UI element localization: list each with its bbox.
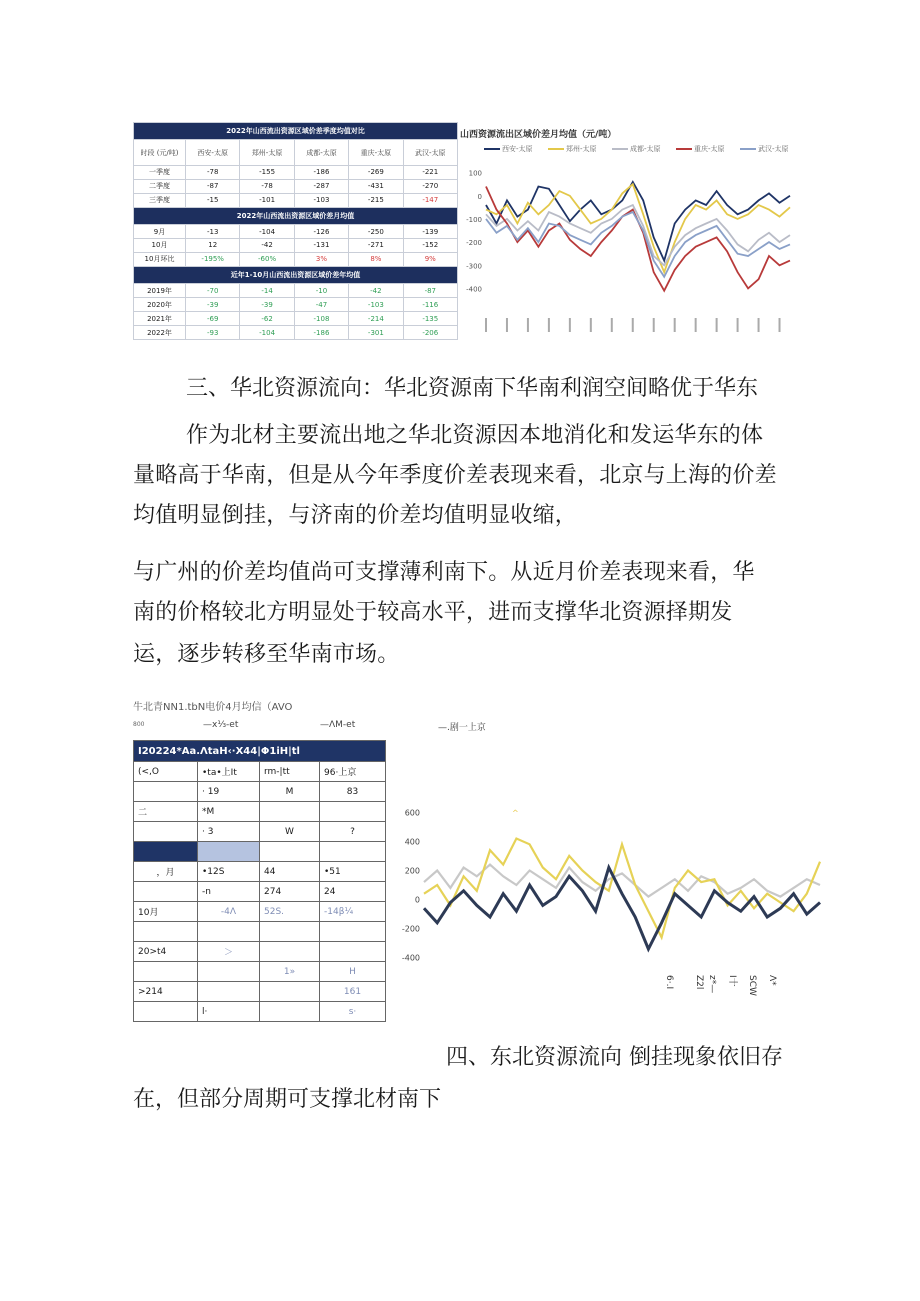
cell: -10: [294, 284, 348, 298]
table-row: [134, 982, 386, 1002]
cell: -287: [294, 179, 348, 193]
cell: [260, 802, 320, 822]
cell: ＞: [198, 942, 260, 962]
fig2-x-tick-label: z*—: [707, 975, 717, 994]
fig1-legend-item: 武汉-太原: [740, 144, 789, 154]
fig2-legend-item: —ΛM-et: [320, 720, 356, 730]
cell: -93: [186, 326, 240, 340]
fig2-spread-table: [133, 740, 386, 1022]
cell: [320, 942, 386, 962]
cell: [320, 802, 386, 822]
fig1-legend-item: 西安-太原: [484, 144, 533, 154]
cell: 3%: [294, 252, 348, 266]
row-label: 2020年: [134, 298, 186, 312]
cell: [198, 982, 260, 1002]
cell: -42: [349, 284, 403, 298]
cell: -69: [186, 312, 240, 326]
cell: -214: [349, 312, 403, 326]
cell: 20>t4: [134, 942, 198, 962]
cell: 二: [134, 802, 198, 822]
cell: -101: [240, 193, 294, 207]
cell: -186: [294, 165, 348, 179]
fig2-y-tick-label: -200: [401, 924, 420, 934]
fig1-y-tick-label: 100: [468, 169, 482, 178]
cell: 12: [186, 239, 240, 253]
cell: [134, 962, 198, 982]
cell: 161: [320, 982, 386, 1002]
cell: -186: [294, 326, 348, 340]
fig1-table-title-monthly: 2022年山西流出资源区域价差月均值: [134, 207, 458, 224]
cell: -39: [240, 298, 294, 312]
paragraph-line: 作为北材主要流出地之华北资源因本地消化和发运华东的体: [186, 423, 764, 448]
cell: -104: [240, 326, 294, 340]
cell: [260, 1002, 320, 1022]
table-row: [134, 822, 386, 842]
table-row: [134, 239, 458, 253]
cell: · 19: [198, 782, 260, 802]
table-row: [134, 225, 458, 239]
fig1-legend-item: 郑州-太原: [548, 144, 597, 154]
cell: -269: [349, 165, 403, 179]
table-row: [134, 179, 458, 193]
cell: -301: [349, 326, 403, 340]
cell: ?: [320, 822, 386, 842]
fig2-y-tick-label: -400: [401, 953, 420, 963]
cell: H: [320, 962, 386, 982]
cell: -221: [403, 165, 457, 179]
fig1-y-tick-label: 0: [477, 192, 482, 201]
fig1-table-header-period: 时段 (元/吨): [134, 140, 186, 166]
row-label: 一季度: [134, 165, 186, 179]
fig1-line-chart: [458, 155, 798, 345]
table-row: [134, 298, 458, 312]
fig2-x-tick-label: 6·.I: [664, 975, 674, 990]
cell: l·: [198, 1002, 260, 1022]
fig1-series-line: [486, 212, 790, 277]
paragraph-line: 均值明显倒挂，与济南的价差均值明显收缩，: [133, 503, 578, 528]
fig1-y-tick-label: -100: [466, 215, 482, 224]
cell: -104: [240, 225, 294, 239]
cell: 1»: [260, 962, 320, 982]
cell: [198, 962, 260, 982]
fig1-table-header-col: 重庆-太原: [349, 140, 403, 166]
cell: -47: [294, 298, 348, 312]
cell: -62: [240, 312, 294, 326]
fig2-peak-label: ^: [512, 808, 519, 818]
table-row: [134, 312, 458, 326]
cell: [260, 922, 320, 942]
section4-heading-line2: 在，但部分周期可支撑北材南下: [133, 1087, 442, 1112]
cell: -131: [294, 239, 348, 253]
cell: 24: [320, 882, 386, 902]
table-row: [134, 193, 458, 207]
fig2-axis-label: 800: [133, 721, 145, 728]
cell: rm-|tt: [260, 762, 320, 782]
cell: (<,O: [134, 762, 198, 782]
cell: W: [260, 822, 320, 842]
row-label: 9月: [134, 225, 186, 239]
fig2-series-line: [424, 868, 820, 950]
fig2-x-tick-label: I十: [727, 975, 737, 987]
fig2-x-tick-label: SCW: [747, 975, 757, 996]
table-row: [134, 942, 386, 962]
cell: -139: [403, 225, 457, 239]
cell: · 3: [198, 822, 260, 842]
cell: 83: [320, 782, 386, 802]
fig1-y-tick-label: -200: [466, 239, 482, 248]
cell: -271: [349, 239, 403, 253]
cell: [198, 922, 260, 942]
cell: [134, 822, 198, 842]
table-row: [134, 882, 386, 902]
table-row: [134, 284, 458, 298]
cell: -152: [403, 239, 457, 253]
paragraph-line: 南的价格较北方明显处于较高水平，进而支撑华北资源择期发: [133, 600, 733, 625]
fig1-table-header-col: 郑州-太原: [240, 140, 294, 166]
cell: -60%: [240, 252, 294, 266]
cell: M: [260, 782, 320, 802]
row-label: 10月: [134, 239, 186, 253]
cell: -78: [240, 179, 294, 193]
cell: -135: [403, 312, 457, 326]
cell: -78: [186, 165, 240, 179]
row-label: 10月环比: [134, 252, 186, 266]
table-row: [134, 165, 458, 179]
table-row: [134, 922, 386, 942]
cell: [134, 782, 198, 802]
cell: -39: [186, 298, 240, 312]
cell: 274: [260, 882, 320, 902]
cell: -42: [240, 239, 294, 253]
cell: -14β¼: [320, 902, 386, 922]
cell: -103: [294, 193, 348, 207]
fig2-table-band: I20224*Aa.ΛtaH‹·X44|Φ1iH|tl: [134, 741, 386, 762]
fig1-table-title-yearly: 近年1-10月山西流出资源区域价差年均值: [134, 266, 458, 283]
cell: -147: [403, 193, 457, 207]
table-row: [134, 862, 386, 882]
table-row: [134, 762, 386, 782]
cell: 8%: [349, 252, 403, 266]
fig1-y-tick-label: -400: [466, 285, 482, 294]
cell: 96·上京: [320, 762, 386, 782]
fig1-series-line: [486, 184, 790, 272]
table-row: [134, 962, 386, 982]
fig1-price-spread-table: [133, 122, 458, 340]
fig1-table-header-col: 武汉-太原: [403, 140, 457, 166]
cell: -14: [240, 284, 294, 298]
fig2-series-line: [424, 839, 820, 938]
paragraph-line: 运，逐步转移至华南市场。: [133, 642, 400, 667]
paragraph-line: 与广州的价差均值尚可支撑薄利南下。从近月价差表现来看，华: [133, 560, 755, 585]
cell: [134, 882, 198, 902]
fig2-y-tick-label: 0: [414, 895, 420, 905]
cell: [198, 842, 260, 862]
row-label: 2019年: [134, 284, 186, 298]
cell: [260, 942, 320, 962]
table-row: [134, 252, 458, 266]
fig1-legend-item: 重庆-太原: [676, 144, 725, 154]
cell: -70: [186, 284, 240, 298]
cell: [260, 982, 320, 1002]
table-row: [134, 842, 386, 862]
cell: -126: [294, 225, 348, 239]
cell: -108: [294, 312, 348, 326]
fig2-y-tick-label: 400: [404, 837, 420, 847]
cell: •12S: [198, 862, 260, 882]
fig2-x-tick-label: Λ*: [767, 975, 777, 986]
cell: -87: [403, 284, 457, 298]
cell: [320, 842, 386, 862]
cell: -87: [186, 179, 240, 193]
cell: •ta•上It: [198, 762, 260, 782]
cell: -n: [198, 882, 260, 902]
fig2-legend-item: —x⅓-et: [203, 720, 239, 730]
cell: -431: [349, 179, 403, 193]
cell: -250: [349, 225, 403, 239]
fig1-y-tick-label: -300: [466, 262, 482, 271]
paragraph-line: 量略高于华南，但是从今年季度价差表现来看，北京与上海的价差: [133, 463, 777, 488]
fig1-chart-title: 山西资源流出区域价差月均值（元/吨）: [460, 130, 617, 140]
cell: -116: [403, 298, 457, 312]
fig2-y-tick-label: 600: [404, 808, 420, 818]
cell: ，月: [134, 862, 198, 882]
cell: 44: [260, 862, 320, 882]
fig2-line-chart: [392, 795, 822, 1010]
row-label: 2021年: [134, 312, 186, 326]
cell: [134, 842, 198, 862]
cell: [260, 842, 320, 862]
cell: -206: [403, 326, 457, 340]
cell: >214: [134, 982, 198, 1002]
cell: -103: [349, 298, 403, 312]
cell: -13: [186, 225, 240, 239]
fig2-y-tick-label: 200: [404, 866, 420, 876]
cell: -215: [349, 193, 403, 207]
fig1-table-title-quarterly: 2022年山西流出资源区域价差季度均值对比: [134, 123, 458, 140]
cell: 52S.: [260, 902, 320, 922]
cell: -270: [403, 179, 457, 193]
cell: •51: [320, 862, 386, 882]
fig1-table-header-col: 成都-太原: [294, 140, 348, 166]
table-row: [134, 326, 458, 340]
cell: -195%: [186, 252, 240, 266]
cell: -4Λ: [198, 902, 260, 922]
fig2-x-tick-label: Z2l: [694, 975, 704, 990]
cell: -15: [186, 193, 240, 207]
cell: 9%: [403, 252, 457, 266]
cell: [134, 1002, 198, 1022]
fig2-legend-item: —.剧一上京: [438, 723, 486, 733]
table-row: [134, 1002, 386, 1022]
row-label: 三季度: [134, 193, 186, 207]
cell: s·: [320, 1002, 386, 1022]
row-label: 2022年: [134, 326, 186, 340]
cell: *M: [198, 802, 260, 822]
section3-heading: 三、华北资源流向：华北资源南下华南利润空间略优于华东: [186, 376, 759, 401]
fig1-table-header-col: 西安-太原: [186, 140, 240, 166]
cell: [320, 922, 386, 942]
row-label: 二季度: [134, 179, 186, 193]
cell: 10月: [134, 902, 198, 922]
section4-heading-line1: 四、东北资源流向 倒挂现象依旧存: [446, 1045, 783, 1070]
fig1-legend-item: 成都-太原: [612, 144, 661, 154]
fig2-chart-title: 牛北青NN1.tbN电价4月均信（AVO: [133, 702, 293, 713]
table-row: [134, 802, 386, 822]
cell: [134, 922, 198, 942]
table-row: [134, 782, 386, 802]
table-row: [134, 902, 386, 922]
cell: -155: [240, 165, 294, 179]
